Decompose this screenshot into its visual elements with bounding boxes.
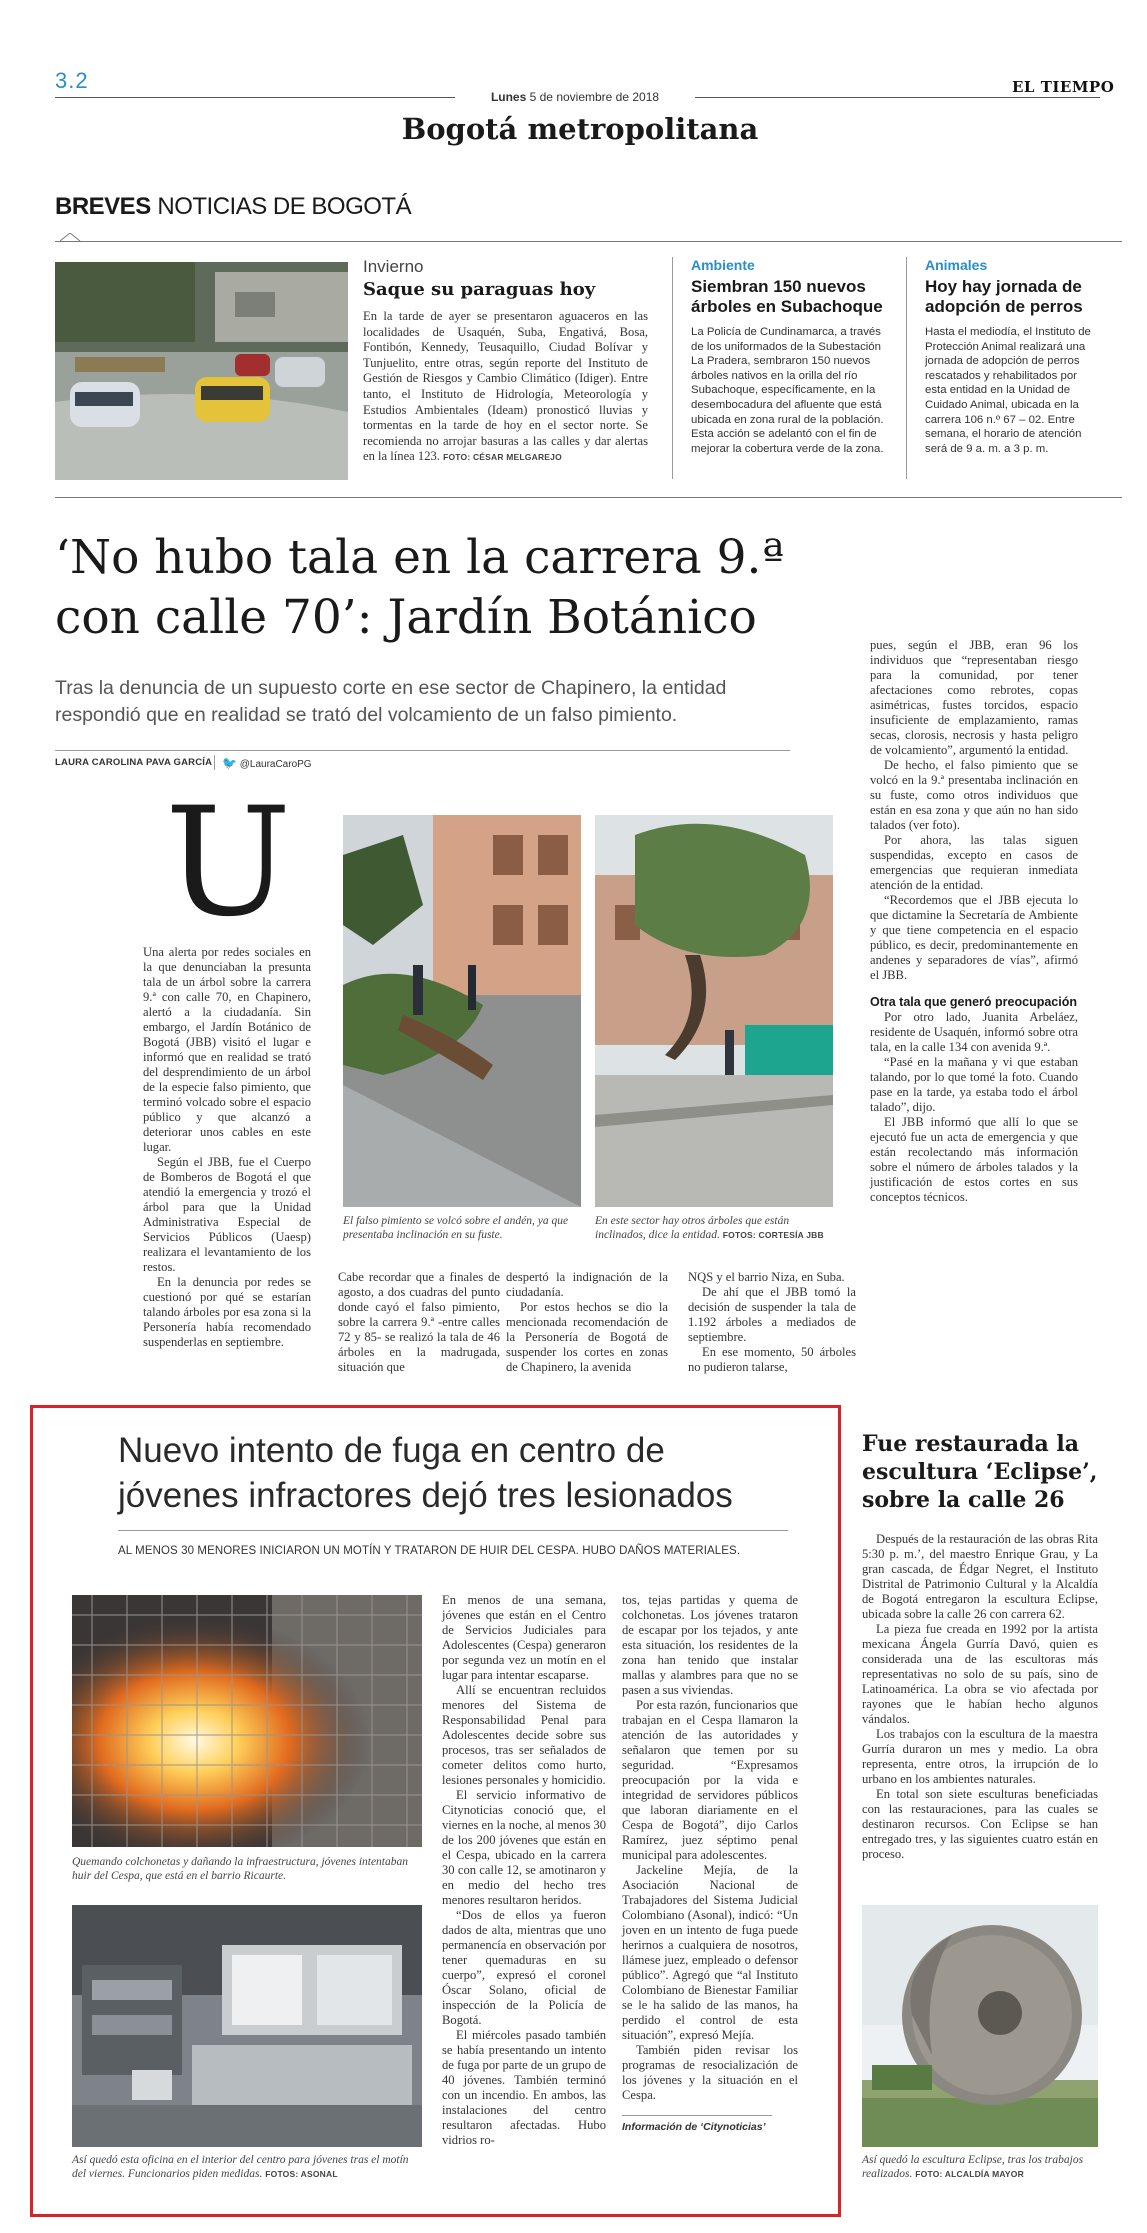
breves-notch (60, 233, 86, 243)
main-right-p7: El JBB informó que allí lo que se ejecutó fue un acta de emergencia y que están recolectando más información sobre el número de árboles talados y la justificación de estos cortes en sus conceptos técnicos. (870, 1115, 1078, 1204)
leaning-trees-photo (595, 815, 833, 1207)
section-title: Bogotá metropolitana (401, 112, 759, 146)
side-photo-caption (862, 2153, 1098, 2181)
main-right-p6: “Pasé en la mañana y vi que estaban talando, por lo que tomé la foto. Cuando pase en la tarde, ya estaba todo el árbol talado”, dijo. (870, 1055, 1078, 1114)
main-headline-line-2: con calle 70’: Jardín Botánico (55, 590, 757, 645)
main-col-1-p3: En la denuncia por redes se cuestionó por qué se estarían talando árboles por esa zona si la Personería había recomendado suspenderlas en septiembre. (143, 1275, 311, 1349)
byline-twitter (222, 756, 312, 770)
box-headline-line-1: Nuevo intento de fuga en centro de (118, 1431, 665, 1470)
brief-item-1 (363, 257, 648, 466)
brief-2-kicker: Ambiente (691, 257, 755, 273)
brief-1-text: En la tarde de ayer se presentaron aguaceros en las localidades de Usaquén, Suba, Engativá, Bosa, Fontibón, Kennedy, Teusaquillo, Ciudad Bolívar y Tunjuelito, entre otras, según reporte del Instituto de Gestión de Riesgos y Cambio Climático (Idiger). Entre tanto, el Instituto de Hidrología, Meteorología y Estudios Ambientales (Ideam) pronosticó lluvias y tormentas en la tarde de hoy en el sector norte. Se recomienda no arrojar basuras a las calles y dar alertas en la línea 123. (363, 309, 648, 464)
box-col-1-p1: En menos de una semana, jóvenes que están en el Centro de Servicios Judiciales para Adolescentes (Cespa) generaron por segunda vez un motín en el lugar para intentar escaparse. (442, 1593, 606, 1682)
main-col-2-p1: Cabe recordar que a finales de agosto, a dos cuadras del punto donde cayó el falso pimiento, sobre la carrera 9.ª -entre calles 72 y 85- se realizó la tala de 46 árboles en la madrugada, situación que (338, 1270, 500, 1374)
main-col-3-p1: despertó la indignación de la ciudadanía. (506, 1270, 668, 1299)
main-col-4-p1: NQS y el barrio Niza, en Suba. (688, 1270, 845, 1284)
page-number: 3.2 (55, 68, 89, 93)
brief-1-title: Saque su paraguas hoy (363, 279, 596, 300)
breves-label (55, 193, 411, 221)
side-p3: Los trabajos con la escultura de la maestra Gurría duraron un mes y medio. La obra representa, entre otros, la irrupción de lo urbano en los ambientes naturales. (862, 1727, 1098, 1786)
main-photo-2-caption-text: En este sector hay otros árboles que están inclinados, dice la entidad. (595, 1215, 790, 1241)
main-headline (55, 528, 855, 648)
brief-2-body: La Policía de Cundinamarca, a través de los uniformados de la Subestación La Pradera, sembraron 150 nuevos árboles nativos en la orilla del río Subachoque, específicamente, en la desembocadura del afluente que está ubicada en zona rural de la población. Esta acción se adelantó con el fin de mejorar la cobertura verde de la zona. (691, 326, 884, 455)
box-col-1-p3: El servicio informativo de Citynoticias conoció que, el viernes en la noche, al menos 30 de los 200 jóvenes que están en el Cespa, ubicado en la carrera 30 con calle 12, se amotinaron y en medio del hecho tres menores resultaron heridos. (442, 1788, 607, 1907)
brief-3-body: Hasta el mediodía, el Instituto de Protección Animal realizará una jornada de adopción de perros rescatados y rehabilitados por esta entidad en la Unidad de Cuidado Animal, ubicada en la carrera 106 n.º 67 – 02. Entre semana, el horario de atención será de 9 a. m. a 3 p. m. (925, 326, 1091, 455)
breves-rule (55, 241, 1122, 242)
breves-label-bold: BREVES (55, 193, 151, 220)
main-right-col (870, 638, 1078, 1205)
main-col-4-p3: En ese momento, 50 árboles no pudieron talarse, (688, 1345, 856, 1374)
main-deck: Tras la denuncia de un supuesto corte en ese sector de Chapinero, la entidad respondió que en realidad se trató del volcamiento de un falso pimiento. (55, 677, 727, 726)
brand-logo: EL TIEMPO (1012, 78, 1115, 96)
brief-3-kicker: Animales (925, 257, 988, 273)
issue-date-day: Lunes (490, 90, 527, 104)
rain-street-photo (55, 262, 348, 480)
box-deck-rule (118, 1530, 788, 1531)
main-photo-1-caption: El falso pimiento se volcó sobre el andén, ya que presentaba inclinación en su fuste. (343, 1215, 569, 1241)
issue-date-rest: 5 de noviembre de 2018 (529, 90, 660, 104)
byline-author: LAURA CAROLINA PAVA GARCÍA (55, 757, 213, 768)
byline-divider (214, 755, 215, 770)
box-deck: AL MENOS 30 MENORES INICIARON UN MOTÍN Y TRATARON DE HUIR DEL CESPA. HUBO DAÑOS MATERIALES. (118, 1545, 741, 1557)
box-photo-2-caption (72, 2153, 422, 2181)
breves-bottom-rule (55, 497, 1122, 498)
brief-3-title: Hoy hay jornada de adopción de perros (925, 277, 1083, 316)
side-photo-credit: FOTO: ALCALDÍA MAYOR (915, 2169, 1024, 2179)
box-headline-line-2: jóvenes infractores dejó tres lesionados (118, 1476, 733, 1515)
side-headline: Fue restaurada la escultura ‘Eclipse’, sobre la calle 26 (862, 1431, 1098, 1513)
box-col-2 (622, 1593, 798, 2135)
brief-item-3 (925, 257, 1095, 456)
main-col-4-p2: De ahí que el JBB tomó la decisión de suspender la tala de 1.192 árboles a mediados de septiembre. (688, 1285, 856, 1344)
box-source: Información de ‘Citynoticias’ (622, 2121, 766, 2133)
main-col-2 (338, 1270, 500, 1375)
brief-1-credit: FOTO: CÉSAR MELGAREJO (443, 452, 562, 463)
box-col-1-p2: Allí se encuentran recluidos menores del Sistema de Responsabilidad Penal para Adolescentes decide sobre sus procesos, tras ser señalados de cometer delitos como hurto, lesiones personales y homicidio. (442, 1683, 606, 1787)
eclipse-sculpture-photo (862, 1905, 1098, 2147)
office-damage-photo (72, 1905, 422, 2147)
drop-cap: U (165, 776, 292, 950)
side-body (862, 1532, 1098, 1862)
byline-rule (55, 750, 790, 751)
main-right-p1: pues, según el JBB, eran 96 los individuos que “representaban riesgo para la comunidad, por tener afectaciones como rebrotes, copas asimétricas, fustes torcidos, espacio insuficiente de emplazamiento, ramas secas, clorosis, necrosis y hasta peligro de volcamiento”, argumentó la entidad. (870, 638, 1078, 757)
issue-date (455, 90, 695, 104)
byline (55, 757, 212, 768)
fire-photo (72, 1595, 422, 1847)
main-right-p3: Por ahora, las talas siguen suspendidas, excepto en casos de emergencias que requieran inmediata atención de la entidad. (870, 833, 1078, 892)
box-col-1-p4: “Dos de ellos ya fueron dados de alta, mientras que uno permanencía en observación por tener quemaduras en su cuerpo”, expresó el coronel Óscar Solano, oficial de inspección de la Policía de Bogotá. (442, 1908, 606, 2027)
side-p4: En total son siete esculturas beneficiadas con las restauraciones, para las cuales se destinaron recursos. Con Eclipse se han entregado tres, y las siguientes cuatro están en proceso. (862, 1787, 1098, 1861)
main-right-p5: Por otro lado, Juanita Arbeláez, residente de Usaquén, informó sobre otra tala, en la calle 134 con avenida 9.ª. (870, 1010, 1078, 1054)
side-p2: La pieza fue creada en 1992 por la artista mexicana Ángela Gurría Davó, quien es considerada una de las escultoras más representativas no solo de su país, sino de Latinoamérica. La obra se vio afectada por rayones que le habían hecho algunos vándalos. (862, 1622, 1098, 1726)
brief-divider-2 (906, 257, 907, 479)
box-headline (118, 1428, 818, 1518)
box-col-2-p3: Jackeline Mejía, de la Asociación Nacional de Trabajadores del Sistema Judicial Colombiano (Asonal), indicó: “Un joven en un intento de fuga puede herirnos a cualquiera de nosotros, llámese juez, empleado o defensor público”. Agregó que “al Instituto Colombiano de Bienestar Familiar se le ha salido de las manos, ha perdido el control de esta situación”, expresó Mejía. (622, 1863, 798, 2042)
main-right-p2: De hecho, el falso pimiento que se volcó en la 9.ª presentaba inclinación en su fuste, como otros individuos que están en esa zona y que aún no han sido talados (ver foto). (870, 758, 1078, 832)
main-photo-2-caption (595, 1214, 833, 1242)
twitter-icon: 🐦 (222, 756, 237, 770)
main-col-1-p2: Según el JBB, fue el Cuerpo de Bomberos de Bogotá el que atendió la emergencia y trozó el árbol para que la Unidad Administrativa Especial de Servicios Públicos (Uaesp) realizara el levantamiento de los restos. (143, 1155, 311, 1274)
box-photo-1-caption: Quemando colchonetas y dañando la infraestructura, jóvenes intentaban huir del Cespa, que está en el barrio Ricaurte. (72, 1856, 409, 1882)
side-photo-caption-text: Así quedó la escultura Eclipse, tras los trabajos realizados. (862, 2154, 1084, 2180)
brief-item-2 (691, 257, 889, 456)
main-col-1-p1: Una alerta por redes sociales en la que denunciaban la presunta tala de un árbol sobre la carrera 9.ª con calle 70, en Chapinero, alertó a la ciudadanía. Sin embargo, el Jardín Botánico de Bogotá (JBB) visitó el lugar e informó que en realidad se trató del desprendimiento de un árbol de la especie falso pimiento, que terminó volcado sobre el espacio público y que alcanzó a deteriorar unos cables en este lugar. (143, 945, 311, 1154)
main-col-4 (688, 1270, 856, 1375)
brief-1-kicker: Invierno (363, 257, 424, 276)
box-source-rule (622, 2115, 772, 2116)
box-col-2-p1: tos, tejas partidas y quema de colchonetas. Los jóvenes trataron de escapar por los tejados, y ante esta situación, los residentes de la zona han tenido que instalar mallas y alambres para que no se pasen a sus viviendas. (622, 1593, 798, 1697)
side-p1: Después de la restauración de las obras Rita 5:30 p. m.’, del maestro Enrique Grau, y La gran cascada, de Édgar Negret, el Instituto Distrital de Patrimonio Cultural y la Alcaldía de Bogotá entregaron la escultura Eclipse, ubicada sobre la calle 26 con carrera 62. (862, 1532, 1098, 1621)
brief-divider-1 (672, 257, 673, 479)
main-col-1 (143, 945, 311, 1350)
box-col-1-p5: El miércoles pasado también se había presentando un intento de fuga por parte de un grupo de 40 jóvenes. También terminó con un incendio. En ambos, las instalaciones del centro resultaron afectadas. Hubo vidrios ro- (442, 2028, 607, 2147)
main-col-3-p2: Por estos hechos se dio la mencionada recomendación de la Personería de Bogotá de suspender los cortes en zonas de Chapinero, la avenida (506, 1300, 668, 1374)
breves-label-light: NOTICIAS DE BOGOTÁ (157, 193, 412, 220)
main-col-3 (506, 1270, 668, 1375)
brief-2-title: Siembran 150 nuevos árboles en Subachoque (691, 277, 883, 316)
box-col-2-p4: También piden revisar los programas de resocialización de los jóvenes y la situación en el Cespa. (622, 2043, 798, 2102)
twitter-handle: @LauraCaroPG (239, 759, 312, 770)
box-photo-2-caption-text: Así quedó esta oficina en el interior del centro para jóvenes tras el motín del viernes. Funcionarios piden medidas. (72, 2154, 409, 2180)
brief-1-body (363, 309, 648, 466)
main-photo-2-credit: FOTOS: CORTESÍA JBB (722, 1230, 824, 1240)
fallen-tree-photo (343, 815, 581, 1207)
box-col-1 (442, 1593, 606, 2148)
main-headline-line-1: ‘No hubo tala en la carrera 9.ª (55, 530, 784, 585)
box-col-2-p2: Por esta razón, funcionarios que trabajan en el Cespa llamaron la atención de las autoridades y señalaron que temen por su seguridad. “Expresamos preocupación por la vida e integridad de servidores públicos que laboran diariamente en el Cespa de Bogotá”, dijo Carlos Ramírez, juez séptimo penal municipal para adolescentes. (622, 1698, 798, 1862)
box-photo-2-credit: FOTOS: ASONAL (265, 2169, 338, 2179)
main-right-p4: “Recordemos que el JBB ejecuta lo que dictamine la Secretaría de Ambiente y que tiene competencia en el espacio público, es decir, predominantemente en andenes y separadores de vías”, afirmó el JBB. (870, 893, 1078, 982)
main-subhead: Otra tala que generó preocupación (870, 995, 1077, 1009)
